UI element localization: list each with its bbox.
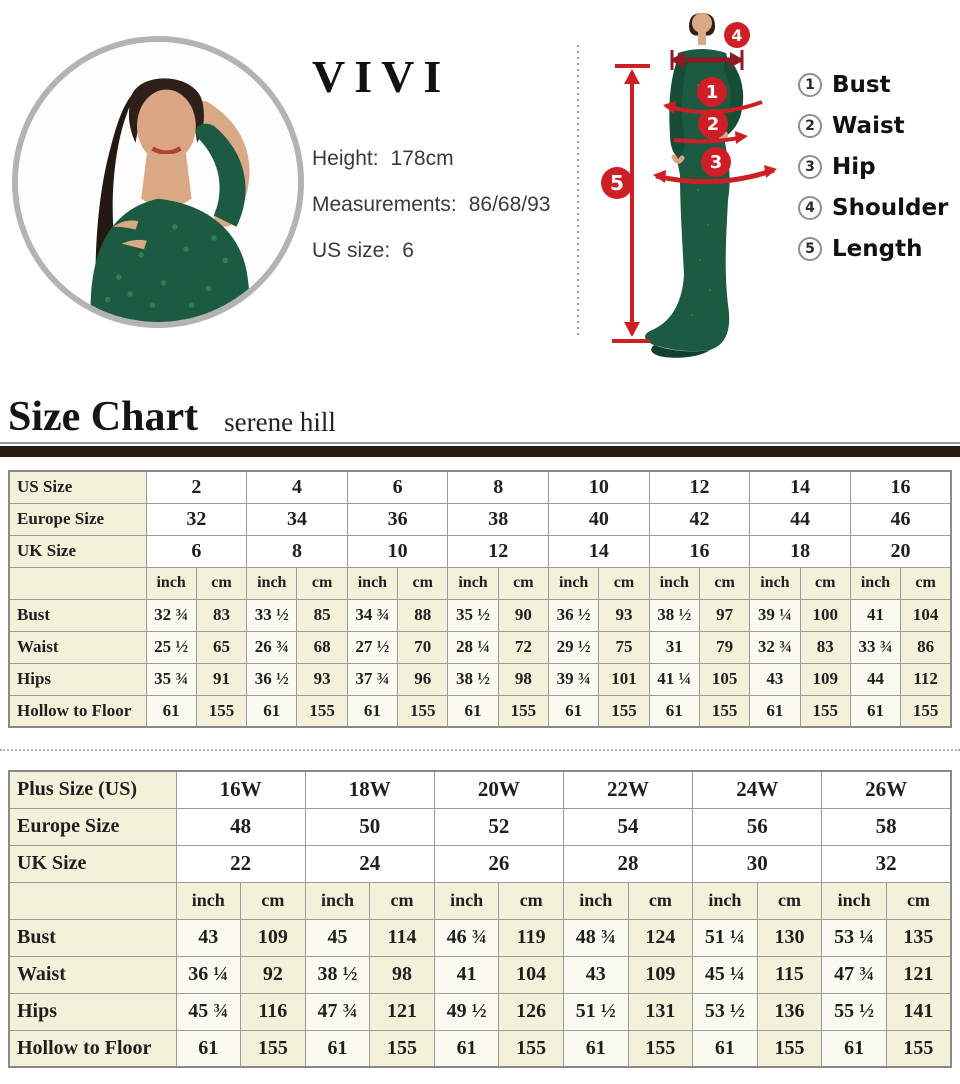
us-size-label: US size: [312, 239, 391, 262]
unit-cell: inch [347, 567, 397, 599]
size-cell: 20 [850, 535, 951, 567]
legend-label: Shoulder [832, 195, 949, 221]
size-cell: 16W [176, 771, 305, 808]
cm-cell: 155 [886, 1030, 951, 1067]
marker-shoulder: 4 [724, 22, 750, 48]
inch-cell: 36 ½ [549, 599, 599, 631]
inch-cell: 43 [563, 956, 628, 993]
size-cell: 32 [146, 503, 247, 535]
cm-cell: 85 [297, 599, 347, 631]
cm-cell: 131 [628, 993, 693, 1030]
size-cell: 30 [693, 845, 822, 882]
row-label: UK Size [9, 535, 146, 567]
unit-cell: inch [822, 882, 887, 919]
row-label: Waist [9, 631, 146, 663]
cm-cell: 65 [196, 631, 246, 663]
inch-cell: 61 [850, 695, 900, 727]
cm-cell: 155 [241, 1030, 306, 1067]
measure-row [9, 599, 951, 631]
unit-cell: cm [886, 882, 951, 919]
row-label: UK Size [9, 845, 176, 882]
cm-cell: 86 [901, 631, 951, 663]
cm-cell: 141 [886, 993, 951, 1030]
size-cell: 8 [247, 535, 348, 567]
size-cell: 42 [649, 503, 750, 535]
inch-cell: 45 [305, 919, 370, 956]
marker-waist: 2 [698, 109, 728, 139]
cm-cell: 124 [628, 919, 693, 956]
inch-cell: 28 ¼ [448, 631, 498, 663]
inch-cell: 38 ½ [448, 663, 498, 695]
unit-cell: inch [693, 882, 758, 919]
unit-cell: inch [563, 882, 628, 919]
size-row [9, 471, 951, 503]
model-photo [12, 36, 304, 328]
size-cell: 36 [347, 503, 448, 535]
cm-cell: 79 [699, 631, 749, 663]
inch-cell: 39 ¼ [750, 599, 800, 631]
cm-cell: 155 [901, 695, 951, 727]
cm-cell: 83 [196, 599, 246, 631]
size-cell: 8 [448, 471, 549, 503]
legend-num-icon: 2 [798, 114, 822, 138]
legend-num-icon: 4 [798, 196, 822, 220]
size-cell: 14 [549, 535, 650, 567]
inch-cell: 61 [434, 1030, 499, 1067]
size-cell: 34 [247, 503, 348, 535]
model-stats [312, 50, 550, 285]
unit-cell: inch [649, 567, 699, 599]
size-cell: 28 [563, 845, 692, 882]
cm-cell: 97 [699, 599, 749, 631]
us-size-value: 6 [402, 239, 414, 262]
size-chart-title: Size Chart [8, 394, 199, 440]
measurement-diagram [560, 0, 960, 380]
legend-label: Waist [832, 113, 905, 139]
size-cell: 24 [305, 845, 434, 882]
cm-cell: 72 [498, 631, 548, 663]
unit-cell: inch [549, 567, 599, 599]
cm-cell: 121 [886, 956, 951, 993]
cm-cell: 135 [886, 919, 951, 956]
size-cell: 14 [750, 471, 851, 503]
unit-cell: cm [196, 567, 246, 599]
unit-cell: cm [599, 567, 649, 599]
unit-cell: inch [448, 567, 498, 599]
height-value: 178cm [390, 147, 454, 170]
unit-cell: inch [850, 567, 900, 599]
inch-cell: 41 [434, 956, 499, 993]
size-cell: 44 [750, 503, 851, 535]
inch-cell: 29 ½ [549, 631, 599, 663]
inch-cell: 47 ¾ [822, 956, 887, 993]
cm-cell: 109 [628, 956, 693, 993]
height-line [312, 147, 550, 171]
inch-cell: 26 ¾ [247, 631, 297, 663]
size-row [9, 771, 951, 808]
inch-cell: 46 ¾ [434, 919, 499, 956]
model-portrait-illustration [18, 42, 298, 322]
size-cell: 18W [305, 771, 434, 808]
row-label: Europe Size [9, 808, 176, 845]
row-label: Bust [9, 599, 146, 631]
row-label: US Size [9, 471, 146, 503]
cm-cell: 90 [498, 599, 548, 631]
size-cell: 56 [693, 808, 822, 845]
size-row [9, 503, 951, 535]
cm-cell: 91 [196, 663, 246, 695]
size-cell: 32 [822, 845, 951, 882]
inch-cell: 32 ¾ [146, 599, 196, 631]
unit-header-row [9, 882, 951, 919]
legend-item-waist [798, 113, 948, 139]
unit-cell: cm [800, 567, 850, 599]
inch-cell: 61 [146, 695, 196, 727]
unit-cell: inch [247, 567, 297, 599]
row-label-blank [9, 567, 146, 599]
cm-cell: 109 [800, 663, 850, 695]
cm-cell: 101 [599, 663, 649, 695]
size-cell: 10 [549, 471, 650, 503]
size-cell: 22 [176, 845, 305, 882]
inch-cell: 36 ½ [247, 663, 297, 695]
row-label: Europe Size [9, 503, 146, 535]
cm-cell: 104 [499, 956, 564, 993]
inch-cell: 33 ¾ [850, 631, 900, 663]
marker-bust: 1 [697, 77, 727, 107]
size-cell: 16 [649, 535, 750, 567]
inch-cell: 61 [247, 695, 297, 727]
measurements-line [312, 193, 550, 217]
cm-cell: 100 [800, 599, 850, 631]
inch-cell: 53 ½ [693, 993, 758, 1030]
inch-cell: 41 [850, 599, 900, 631]
measure-row [9, 993, 951, 1030]
inch-cell: 25 ½ [146, 631, 196, 663]
cm-cell: 83 [800, 631, 850, 663]
size-cell: 18 [750, 535, 851, 567]
inch-cell: 38 ½ [649, 599, 699, 631]
cm-cell: 155 [499, 1030, 564, 1067]
inch-cell: 55 ½ [822, 993, 887, 1030]
size-row [9, 535, 951, 567]
cm-cell: 115 [757, 956, 822, 993]
dotted-separator [0, 749, 960, 751]
size-cell: 22W [563, 771, 692, 808]
unit-cell: cm [398, 567, 448, 599]
inch-cell: 49 ½ [434, 993, 499, 1030]
unit-cell: cm [370, 882, 435, 919]
inch-cell: 61 [549, 695, 599, 727]
size-row [9, 808, 951, 845]
cm-cell: 155 [757, 1030, 822, 1067]
row-label-blank [9, 882, 176, 919]
cm-cell: 92 [241, 956, 306, 993]
dark-divider-bar [0, 446, 960, 457]
unit-cell: cm [499, 882, 564, 919]
inch-cell: 27 ½ [347, 631, 397, 663]
size-cell: 40 [549, 503, 650, 535]
size-cell: 12 [448, 535, 549, 567]
cm-cell: 155 [498, 695, 548, 727]
cm-cell: 114 [370, 919, 435, 956]
unit-header-row [9, 567, 951, 599]
legend-item-shoulder [798, 195, 948, 221]
legend-num-icon: 1 [798, 73, 822, 97]
size-cell: 26W [822, 771, 951, 808]
cm-cell: 105 [699, 663, 749, 695]
size-cell: 2 [146, 471, 247, 503]
unit-cell: cm [699, 567, 749, 599]
size-cell: 4 [247, 471, 348, 503]
inch-cell: 43 [176, 919, 241, 956]
brand-name: VIVI [312, 51, 451, 102]
row-label: Bust [9, 919, 176, 956]
row-label: Hollow to Floor [9, 1030, 176, 1067]
cm-cell: 155 [699, 695, 749, 727]
inch-cell: 61 [649, 695, 699, 727]
measure-row [9, 1030, 951, 1067]
unit-cell: inch [750, 567, 800, 599]
size-chart-header [0, 388, 960, 457]
cm-cell: 155 [800, 695, 850, 727]
standard-size-table [8, 470, 952, 728]
cm-cell: 155 [628, 1030, 693, 1067]
marker-hip: 3 [701, 147, 731, 177]
thin-divider [0, 442, 960, 444]
unit-cell: cm [757, 882, 822, 919]
height-label: Height: [312, 147, 379, 170]
inch-cell: 61 [693, 1030, 758, 1067]
row-label: Plus Size (US) [9, 771, 176, 808]
measure-row [9, 956, 951, 993]
cm-cell: 130 [757, 919, 822, 956]
row-label: Hollow to Floor [9, 695, 146, 727]
cm-cell: 155 [398, 695, 448, 727]
unit-cell: cm [628, 882, 693, 919]
inch-cell: 37 ¾ [347, 663, 397, 695]
legend-label: Length [832, 236, 923, 262]
size-cell: 54 [563, 808, 692, 845]
marker-length: 5 [601, 167, 633, 199]
inch-cell: 48 ¾ [563, 919, 628, 956]
row-label: Hips [9, 993, 176, 1030]
cm-cell: 155 [297, 695, 347, 727]
legend-num-icon: 5 [798, 237, 822, 261]
unit-cell: inch [146, 567, 196, 599]
unit-cell: inch [176, 882, 241, 919]
cm-cell: 93 [599, 599, 649, 631]
inch-cell: 51 ¼ [693, 919, 758, 956]
inch-cell: 61 [448, 695, 498, 727]
cm-cell: 155 [370, 1030, 435, 1067]
cm-cell: 109 [241, 919, 306, 956]
inch-cell: 43 [750, 663, 800, 695]
size-cell: 12 [649, 471, 750, 503]
cm-cell: 116 [241, 993, 306, 1030]
size-cell: 46 [850, 503, 951, 535]
measurement-legend [798, 72, 948, 262]
size-cell: 16 [850, 471, 951, 503]
measure-row [9, 631, 951, 663]
unit-cell: inch [305, 882, 370, 919]
unit-cell: inch [434, 882, 499, 919]
inch-cell: 61 [305, 1030, 370, 1067]
inch-cell: 47 ¾ [305, 993, 370, 1030]
size-cell: 50 [305, 808, 434, 845]
unit-cell: cm [297, 567, 347, 599]
cm-cell: 88 [398, 599, 448, 631]
legend-item-bust [798, 72, 948, 98]
cm-cell: 93 [297, 663, 347, 695]
inch-cell: 34 ¾ [347, 599, 397, 631]
cm-cell: 126 [499, 993, 564, 1030]
cm-cell: 104 [901, 599, 951, 631]
cm-cell: 98 [498, 663, 548, 695]
size-cell: 6 [146, 535, 247, 567]
cm-cell: 68 [297, 631, 347, 663]
measurements-value: 86/68/93 [468, 193, 551, 216]
inch-cell: 32 ¾ [750, 631, 800, 663]
measure-row [9, 695, 951, 727]
inch-cell: 51 ½ [563, 993, 628, 1030]
cm-cell: 112 [901, 663, 951, 695]
size-cell: 20W [434, 771, 563, 808]
size-cell: 58 [822, 808, 951, 845]
inch-cell: 45 ¼ [693, 956, 758, 993]
size-cell: 24W [693, 771, 822, 808]
legend-label: Hip [832, 154, 876, 180]
inch-cell: 36 ¼ [176, 956, 241, 993]
inch-cell: 61 [176, 1030, 241, 1067]
inch-cell: 41 ¼ [649, 663, 699, 695]
legend-item-hip [798, 154, 948, 180]
size-cell: 38 [448, 503, 549, 535]
size-cell: 52 [434, 808, 563, 845]
size-cell: 48 [176, 808, 305, 845]
cm-cell: 75 [599, 631, 649, 663]
size-cell: 6 [347, 471, 448, 503]
row-label: Hips [9, 663, 146, 695]
legend-label: Bust [832, 72, 891, 98]
inch-cell: 33 ½ [247, 599, 297, 631]
plus-size-table [8, 770, 952, 1068]
inch-cell: 39 ¾ [549, 663, 599, 695]
legend-num-icon: 3 [798, 155, 822, 179]
inch-cell: 35 ½ [448, 599, 498, 631]
inch-cell: 31 [649, 631, 699, 663]
inch-cell: 61 [347, 695, 397, 727]
unit-cell: cm [498, 567, 548, 599]
size-cell: 26 [434, 845, 563, 882]
measure-row [9, 663, 951, 695]
cm-cell: 155 [599, 695, 649, 727]
unit-cell: cm [241, 882, 306, 919]
cm-cell: 119 [499, 919, 564, 956]
cm-cell: 136 [757, 993, 822, 1030]
size-cell: 10 [347, 535, 448, 567]
inch-cell: 38 ½ [305, 956, 370, 993]
inch-cell: 44 [850, 663, 900, 695]
inch-cell: 35 ¾ [146, 663, 196, 695]
us-size-line [312, 239, 550, 263]
inch-cell: 61 [563, 1030, 628, 1067]
cm-cell: 155 [196, 695, 246, 727]
cm-cell: 96 [398, 663, 448, 695]
cm-cell: 98 [370, 956, 435, 993]
legend-item-length [798, 236, 948, 262]
model-info-section [0, 0, 960, 380]
row-label: Waist [9, 956, 176, 993]
size-row [9, 845, 951, 882]
inch-cell: 45 ¾ [176, 993, 241, 1030]
unit-cell: cm [901, 567, 951, 599]
inch-cell: 61 [750, 695, 800, 727]
measure-row [9, 919, 951, 956]
inch-cell: 53 ¼ [822, 919, 887, 956]
cm-cell: 121 [370, 993, 435, 1030]
measurements-label: Measurements: [312, 193, 457, 216]
inch-cell: 61 [822, 1030, 887, 1067]
size-chart-subtitle: serene hill [224, 407, 336, 438]
cm-cell: 70 [398, 631, 448, 663]
